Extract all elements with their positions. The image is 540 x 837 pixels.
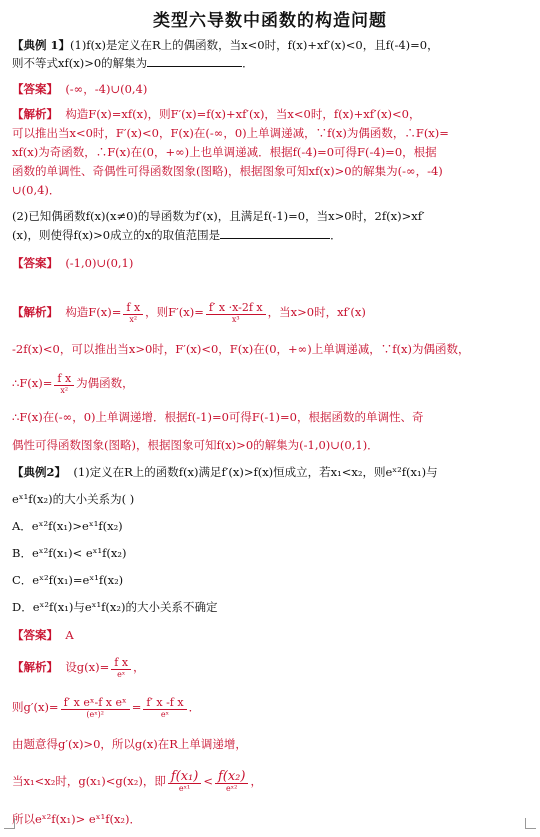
answer-blank [147,56,242,67]
page-title: 类型六导数中函数的构造问题 [153,11,387,31]
option-c: C．eˣ²f(x₁)=eˣ¹f(x₂) [12,573,124,587]
ex1-analysis2-line: -2f(x)<0，可以推出当x>0时，F′(x)<0，F(x)在(0，+∞)上单调递减，∵f(x)为偶函数， [12,342,470,356]
fraction: $\frac{\text{f′ x ·x-2f x}}{\text{x³}}$ [206,301,266,325]
ex1-analysis2-line: 【解析】 构造F(x)= $\frac{\text{f x}}{\text{x²}}$ ，则F′(x)= $\frac{\text{f′ x ·x-2f x}}{\text{x³}}$ ，当x>0时，xf′(x) [12,301,366,324]
ex1-analysis-line: 可以推出当x<0时，F′(x)<0，F(x)在(-∞，0)上单调递减，∵f(x)为偶函数，∴F(x)= [12,126,449,140]
fraction: $\frac{\text{f′ x eˣ-f x eˣ}}{\text{(eˣ)²}}$ [61,696,130,720]
ex1-question2-line: (x)，则使得f(x)>0成立的x的取值范围是 ． [12,228,342,242]
ex2-analysis-line: 所以eˣ²f(x₁)> eˣ¹f(x₂)． [12,812,142,826]
option-d: D．eˣ²f(x₁)与eˣ¹f(x₂)的大小关系不确定 [12,600,218,614]
ex1-answer2: 【答案】 (-1,0)∪(0,1) [12,256,134,270]
answer-blank [220,228,330,239]
fraction: $\frac{\text{f(x₁)}}{\text{eˣ¹}}$ [168,770,202,794]
ex2-analysis-line: 【解析】 设g(x)= $\frac{\text{f x}}{\text{eˣ}}$ ， [12,656,145,679]
ex1-analysis-line: ∪(0,4)． [12,183,61,197]
ex1-analysis-line: 【解析】 构造F(x)=xf(x)，则F′(x)=f(x)+xf′(x)，当x<0时，f(x)+xf′(x)<0， [12,107,421,121]
page-corner-mark [4,818,15,829]
fraction: $\frac{\text{f x}}{\text{eˣ}}$ [111,656,131,680]
ex1-answer: 【答案】 (-∞，-4)∪(0,4) [12,82,148,96]
ex1-analysis2-line: ∴F(x)= $\frac{\text{f x}}{\text{x²}}$ 为偶函数， [12,372,134,395]
fraction: $\frac{\text{f′ x -f x}}{\text{eˣ}}$ [143,696,186,720]
ex2-question-line: 【典例2】 (1)定义在R上的函数f(x)满足f′(x)>f(x)恒成立，若x₁<x₂，则eˣ²f(x₁)与 [12,465,438,479]
fraction: $\frac{\text{f x}}{\text{x²}}$ [54,372,74,396]
fraction: $\frac{\text{f x}}{\text{x²}}$ [123,301,143,325]
fraction: $\frac{\text{f(x₂)}}{\text{eˣ²}}$ [215,770,249,794]
ex1-question2-line: (2)已知偶函数f(x)(x≠0)的导函数为f′(x)，且满足f(-1)=0，当x>0时，2f(x)>xf′ [12,209,425,223]
ex2-analysis-line: 当x₁<x₂时，g(x₁)<g(x₂)，即 $\frac{\text{f(x₁)}}{\text{eˣ¹}}$ < $\frac{\text{f(x₂)}}{\text{eˣ²}}$ ， [12,769,262,793]
ex2-analysis-line: 由题意得g′(x)>0，所以g(x)在R上单调递增， [12,737,247,751]
ex2-answer: 【答案】 A [12,628,74,642]
ex1-label: 【典例 1】 [12,38,71,52]
ex1-analysis2-line: 偶性可得函数图象(图略)，根据图象可知f(x)>0的解集为(-1,0)∪(0,1)． [12,438,379,452]
ex2-label: 【典例2】 [12,465,67,479]
ex1-analysis-line: 函数的单调性、奇偶性可得函数图象(图略)，根据图象可知xf(x)>0的解集为(-∞，-4) [12,164,443,178]
ex1-question-line: 【典例 1】(1)f(x)是定义在R上的偶函数，当x<0时，f(x)+xf′(x)<0，且f(-4)=0， [12,38,439,52]
ex1-analysis-line: xf(x)为奇函数，∴F(x)在(0，+∞)上也单调递减．根据f(-4)=0可得F(-4)=0，根据 [12,145,437,159]
ex2-question-line: eˣ¹f(x₂)的大小关系为( ) [12,492,135,506]
page-corner-mark [525,818,536,829]
option-a: A．eˣ²f(x₁)>eˣ¹f(x₂) [12,519,123,533]
ex2-analysis-line: 则g′(x)= $\frac{\text{f′ x eˣ-f x eˣ}}{\text{(eˣ)²}}$ = $\frac{\text{f′ x -f x}}{\text{eˣ}}$ ． [12,696,201,719]
option-b: B．eˣ²f(x₁)< eˣ¹f(x₂) [12,546,127,560]
ex1-question-line: 则不等式xf(x)>0的解集为 ． [12,56,254,70]
ex1-analysis2-line: ∴F(x)在(-∞，0)上单调递增．根据f(-1)=0可得F(-1)=0，根据函数的单调性、奇 [12,410,424,424]
